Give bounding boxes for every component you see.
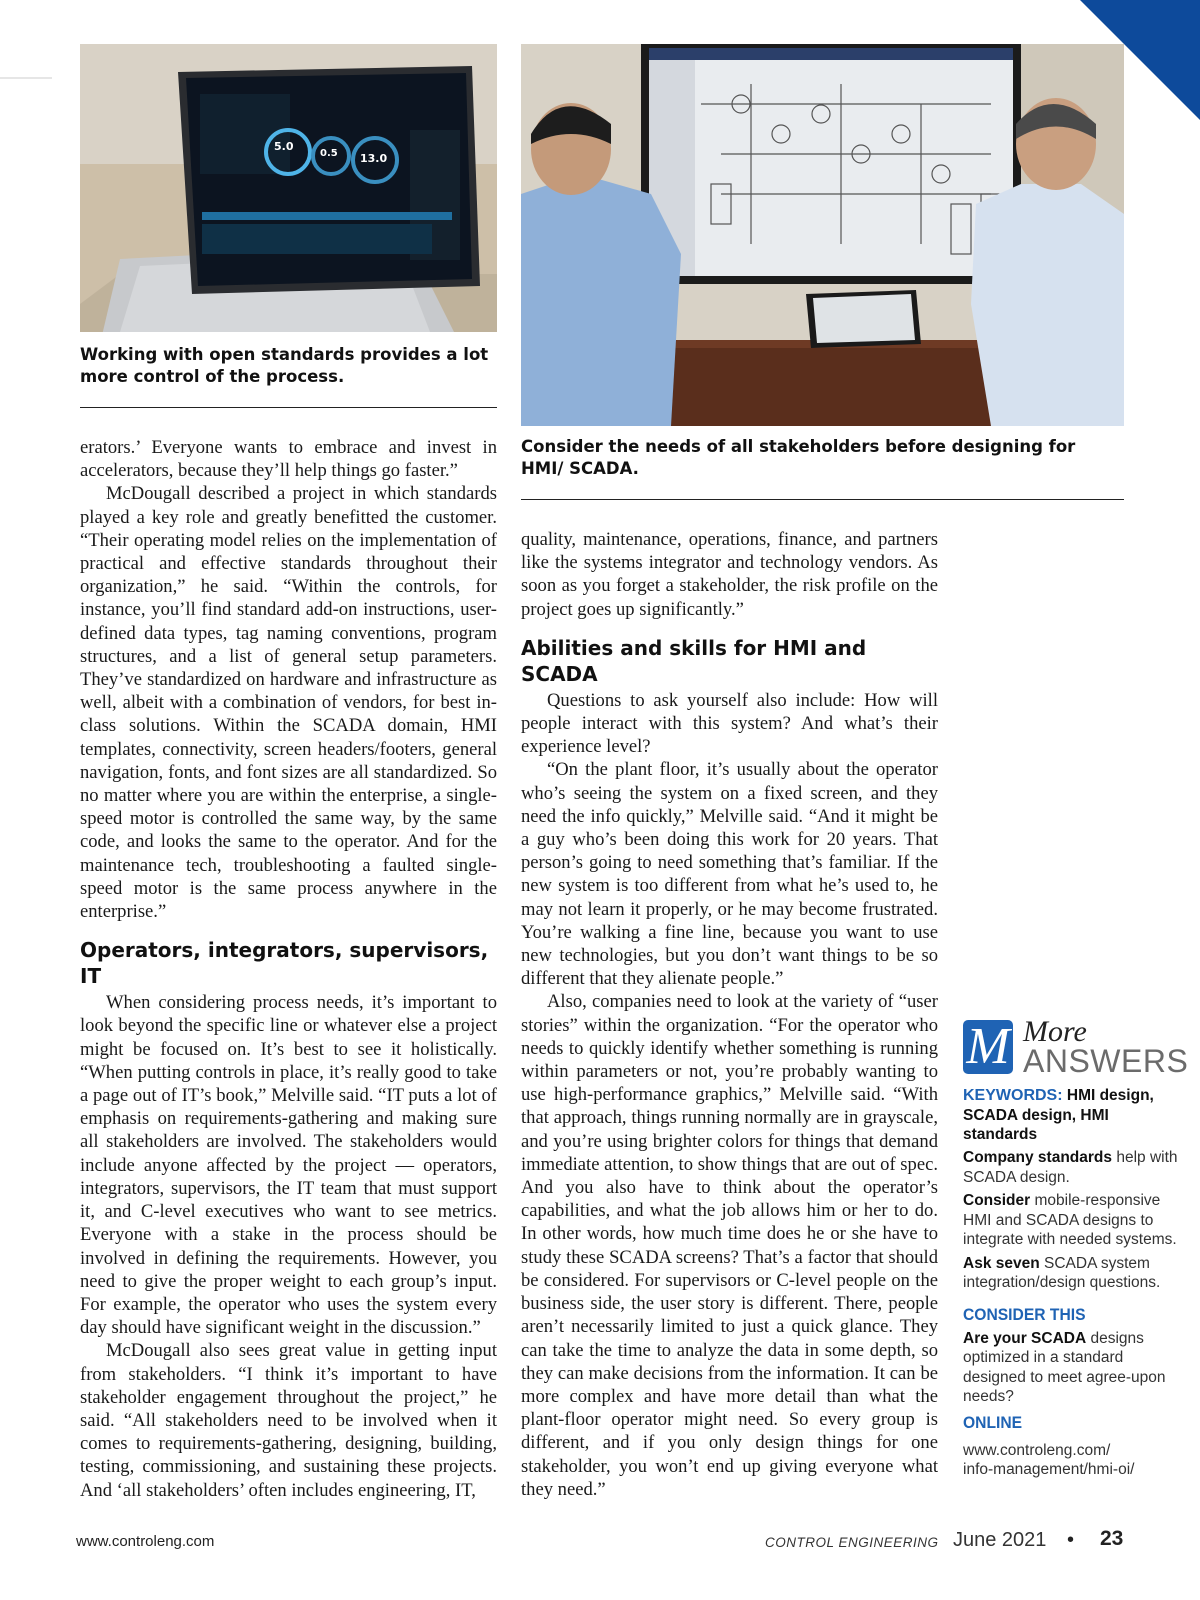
laptop-photo	[80, 44, 497, 332]
left-photo-caption: Working with open standards provides a lot more control of the process.	[80, 345, 489, 386]
footer-bullet: •	[1067, 1529, 1075, 1551]
paragraph: Questions to ask yourself also include: How will people interact with this system? And what’s their experience level?	[521, 689, 938, 758]
keywords	[963, 1086, 1183, 1144]
footer-magazine: CONTROL ENGINEERING	[765, 1535, 939, 1550]
online-url-line-2: info-management/hmi-oi/	[963, 1461, 1135, 1478]
sidebar-item	[963, 1148, 1183, 1187]
consider-this-heading: CONSIDER THIS	[963, 1304, 1086, 1324]
keywords-text: HMI design, SCADA design, HMI standards	[963, 1087, 1154, 1143]
stakeholders-photo	[521, 44, 1124, 426]
gauge-readout-2: 0.5	[320, 148, 338, 159]
gauge-readout-3: 13.0	[360, 152, 388, 165]
more-answers-sidebar	[963, 1015, 1189, 1480]
paragraph: McDougall also sees great value in getting input from stakeholders. “I think it’s important to have stakeholder engagement throughout the project,” he said. “All stakeholders need to be involved when it comes to requirements-gathering, designing, building, testing, commissioning, and sustaining these projects. And ‘all stakeholders’ often includes engineering, IT,	[80, 1340, 497, 1501]
sidebar-item-bold: Ask seven	[963, 1254, 1040, 1272]
article-column-1	[80, 436, 497, 1502]
right-photo-caption: Consider the needs of all stakeholders before designing for HMI/ SCADA.	[521, 437, 1076, 478]
paragraph: quality, maintenance, operations, finance, and partners like the systems integrator and technology vendors. As soon as you forget a stakeholder, the risk profile on the project goes up significantly.”	[521, 529, 938, 620]
consider-this-text	[963, 1329, 1183, 1407]
logo-answers-text: ANSWERS	[1023, 1043, 1189, 1079]
right-caption-rule	[521, 499, 1124, 500]
online-heading: ONLINE	[963, 1412, 1023, 1432]
sidebar-item	[963, 1191, 1183, 1250]
footer-url[interactable]: www.controleng.com	[76, 1533, 215, 1550]
footer-date: June 2021	[953, 1529, 1047, 1551]
sidebar-item-text: help with SCADA design.	[963, 1149, 1178, 1186]
more-answers-logo	[963, 1015, 1189, 1079]
consider-bold: Are your SCADA	[963, 1329, 1087, 1347]
section-heading: Operators, integrators, supervisors, IT	[80, 938, 489, 989]
section-heading: Abilities and skills for HMI and SCADA	[521, 635, 867, 686]
logo-m-icon: M	[963, 1020, 1013, 1074]
paragraph: McDougall described a project in which standards played a key role and greatly benefitted the customer. “Their operating model relies on the implementation of practical and effective standards throughout their organization,” he said. “Within the controls, for instance, you’ll find standard add-on instructions, user-defined data types, tag naming conventions, program structures, and a list of general setup parameters. They’ve standardized on hardware and infrastructure as well, albeit with a combination of vendors, for best in-class solutions. Within the SCADA domain, HMI templates, connectivity, screen headers/footers, general navigation, fonts, and font sizes are all standardized. So no matter where you are within the enterprise, a single-speed motor is controlled the same way, by the same code, and looks the same to the operator. And for the maintenance tech, troubleshooting a faulted single-speed motor is the same process anywhere in the enterprise.”	[80, 483, 497, 923]
sidebar-item-text: SCADA system integration/design questions.	[963, 1254, 1161, 1291]
online-link[interactable]	[963, 1441, 1183, 1480]
online-url-line-1: www.controleng.com/	[963, 1441, 1111, 1459]
sidebar-item-bold: Company standards	[963, 1149, 1113, 1166]
paragraph: Also, companies need to look at the variety of “user stories” within the organization. “For the operator who needs to quickly identify whether something is running within parameters or not, you’re probably wanting to use high-performance graphics,” Melville said. “With that approach, things running normally are in grayscale, and you’re using brighter colors for things that demand immediate attention, to show things that are out of spec. And you also have to think about the operator’s capabilities, and what the job allows him or her to do. In other words, how much time does he or she have to study these SCADA screens? That’s a factor that should be considered. For supervisors or C-level people on the business side, the user story is different. There, people aren’t necessarily limited to just a quick glance. They can take the time to analyze the data in some depth, so they can make decisions from the information. It can be more complex and have more detail than what the plant-floor operator might need. So every group is different, and if you only design things for one stakeholder, you won’t end up giving everyone what they need.”	[521, 991, 938, 1500]
edge-line	[0, 77, 52, 79]
logo-more-text: More	[1023, 1015, 1087, 1048]
keywords-label: KEYWORDS:	[963, 1087, 1063, 1104]
paragraph: “On the plant floor, it’s usually about the operator who’s seeing the system on a fixed screen, and they need the info quickly,” Melville said. “And it might be a guy who’s been doing this work for 20 years. That person’s going to need something that’s familiar. If the new system is too different from what he’s used to, he may not learn it properly, or he may become frustrated. You’re walking a fine line, because you want to use new technologies, but you don’t want things to be so different that they alienate people.”	[521, 759, 938, 990]
paragraph: When considering process needs, it’s important to look beyond the specific line or whatever else a project might be focused on. It’s best to see it holistically. “When putting controls in place, it’s really good to take a page out of IT’s book,” Melville said. “IT puts a lot of emphasis on requirements-gathering and making sure all stakeholders are involved. The stakeholders would include anyone affected by the project — operators, integrators, supervisors, the IT team that must support it, and C-level executives who want to see metrics. Everyone with a stake in the process should be involved in defining the requirements. However, you need to give the proper weight to each group’s input. For example, the operator who uses the system every day should have significant weight in the discussion.”	[80, 992, 497, 1339]
article-column-2	[521, 528, 938, 1501]
sidebar-item-text: mobile-responsive HMI and SCADA designs to integrate with needed systems.	[963, 1192, 1177, 1248]
paragraph: erators.’ Everyone wants to embrace and invest in accelerators, because they’ll help things go faster.”	[80, 437, 497, 482]
page-number: 23	[1100, 1527, 1124, 1550]
left-caption-rule	[80, 407, 497, 408]
sidebar-item-bold: Consider	[963, 1192, 1031, 1209]
gauge-readout-1: 5.0	[274, 140, 294, 153]
sidebar-item	[963, 1254, 1183, 1293]
consider-body: designs optimized in a standard designed to meet agree-upon needs?	[963, 1329, 1166, 1405]
